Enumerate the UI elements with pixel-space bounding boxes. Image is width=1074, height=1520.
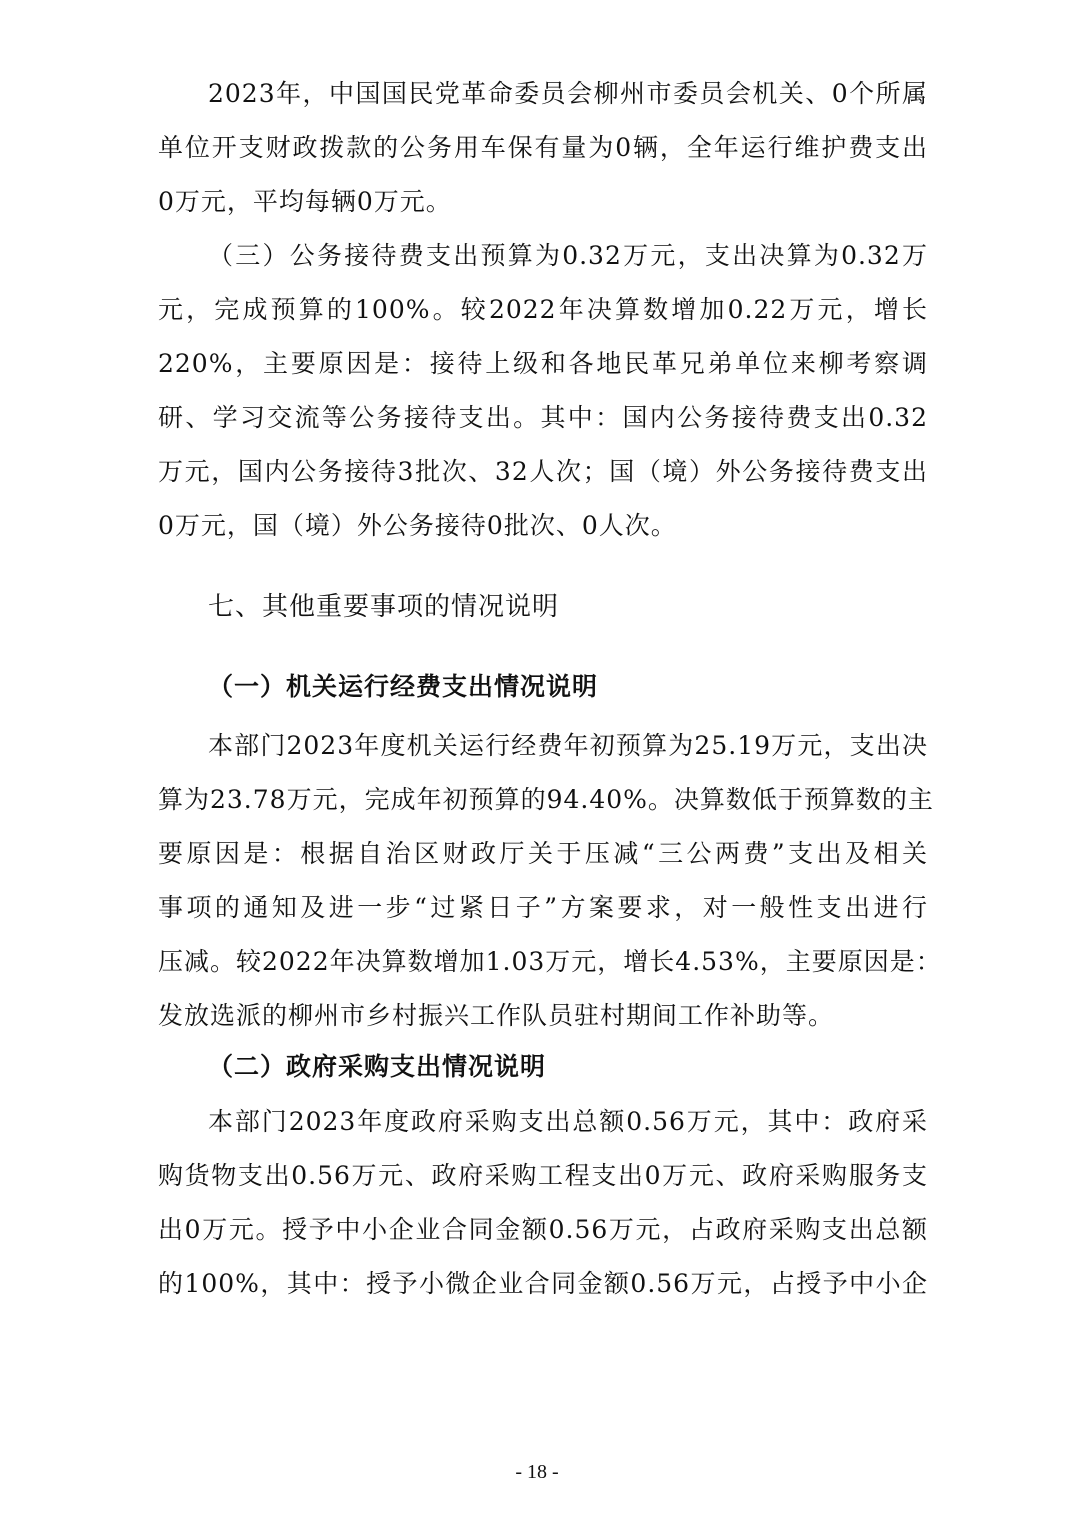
section-heading: 七、其他重要事项的情况说明 — [208, 592, 560, 622]
paragraph-line: 发放选派的柳州市乡村振兴工作队员驻村期间工作补助等。 — [158, 1001, 835, 1030]
paragraph-line: 本部门2023年度政府采购支出总额0.56万元，其中：政府采 — [208, 1107, 928, 1136]
paragraph-line: 出0万元。授予中小企业合同金额0.56万元，占政府采购支出总额 — [158, 1215, 928, 1244]
paragraph-line: 购货物支出0.56万元、政府采购工程支出0万元、政府采购服务支 — [158, 1161, 928, 1190]
paragraph-line: 本部门2023年度机关运行经费年初预算为25.19万元，支出决 — [208, 731, 928, 760]
paragraph-line: （三）公务接待费支出预算为0.32万元，支出决算为0.32万 — [208, 241, 928, 270]
paragraph-line: 要原因是：根据自治区财政厅关于压减“三公两费”支出及相关 — [158, 839, 928, 868]
paragraph-line: 0万元，平均每辆0万元。 — [158, 187, 452, 216]
paragraph-line: 万元，国内公务接待3批次、32人次；国（境）外公务接待费支出 — [158, 457, 928, 486]
subsection-heading: （一）机关运行经费支出情况说明 — [208, 672, 599, 701]
paragraph-line: 算为23.78万元，完成年初预算的94.40%。决算数低于预算数的主 — [158, 785, 934, 814]
paragraph-line: 0万元，国（境）外公务接待0批次、0人次。 — [158, 511, 677, 540]
paragraph-line: 研、学习交流等公务接待支出。其中：国内公务接待费支出0.32 — [158, 403, 928, 432]
paragraph-line: 2023年，中国国民党革命委员会柳州市委员会机关、0个所属 — [208, 79, 928, 108]
page-number: - 18 - — [515, 1461, 559, 1483]
paragraph-line: 元，完成预算的100%。较2022年决算数增加0.22万元，增长 — [158, 295, 928, 324]
paragraph-line: 220%，主要原因是：接待上级和各地民革兄弟单位来柳考察调 — [158, 349, 928, 378]
paragraph-line: 单位开支财政拨款的公务用车保有量为0辆，全年运行维护费支出 — [158, 133, 928, 162]
subsection-heading: （二）政府采购支出情况说明 — [208, 1052, 547, 1081]
paragraph-line: 压减。较2022年决算数增加1.03万元，增长4.53%，主要原因是： — [158, 947, 942, 976]
paragraph-line: 的100%，其中：授予小微企业合同金额0.56万元，占授予中小企 — [158, 1269, 928, 1298]
paragraph-line: 事项的通知及进一步“过紧日子”方案要求，对一般性支出进行 — [158, 893, 928, 922]
